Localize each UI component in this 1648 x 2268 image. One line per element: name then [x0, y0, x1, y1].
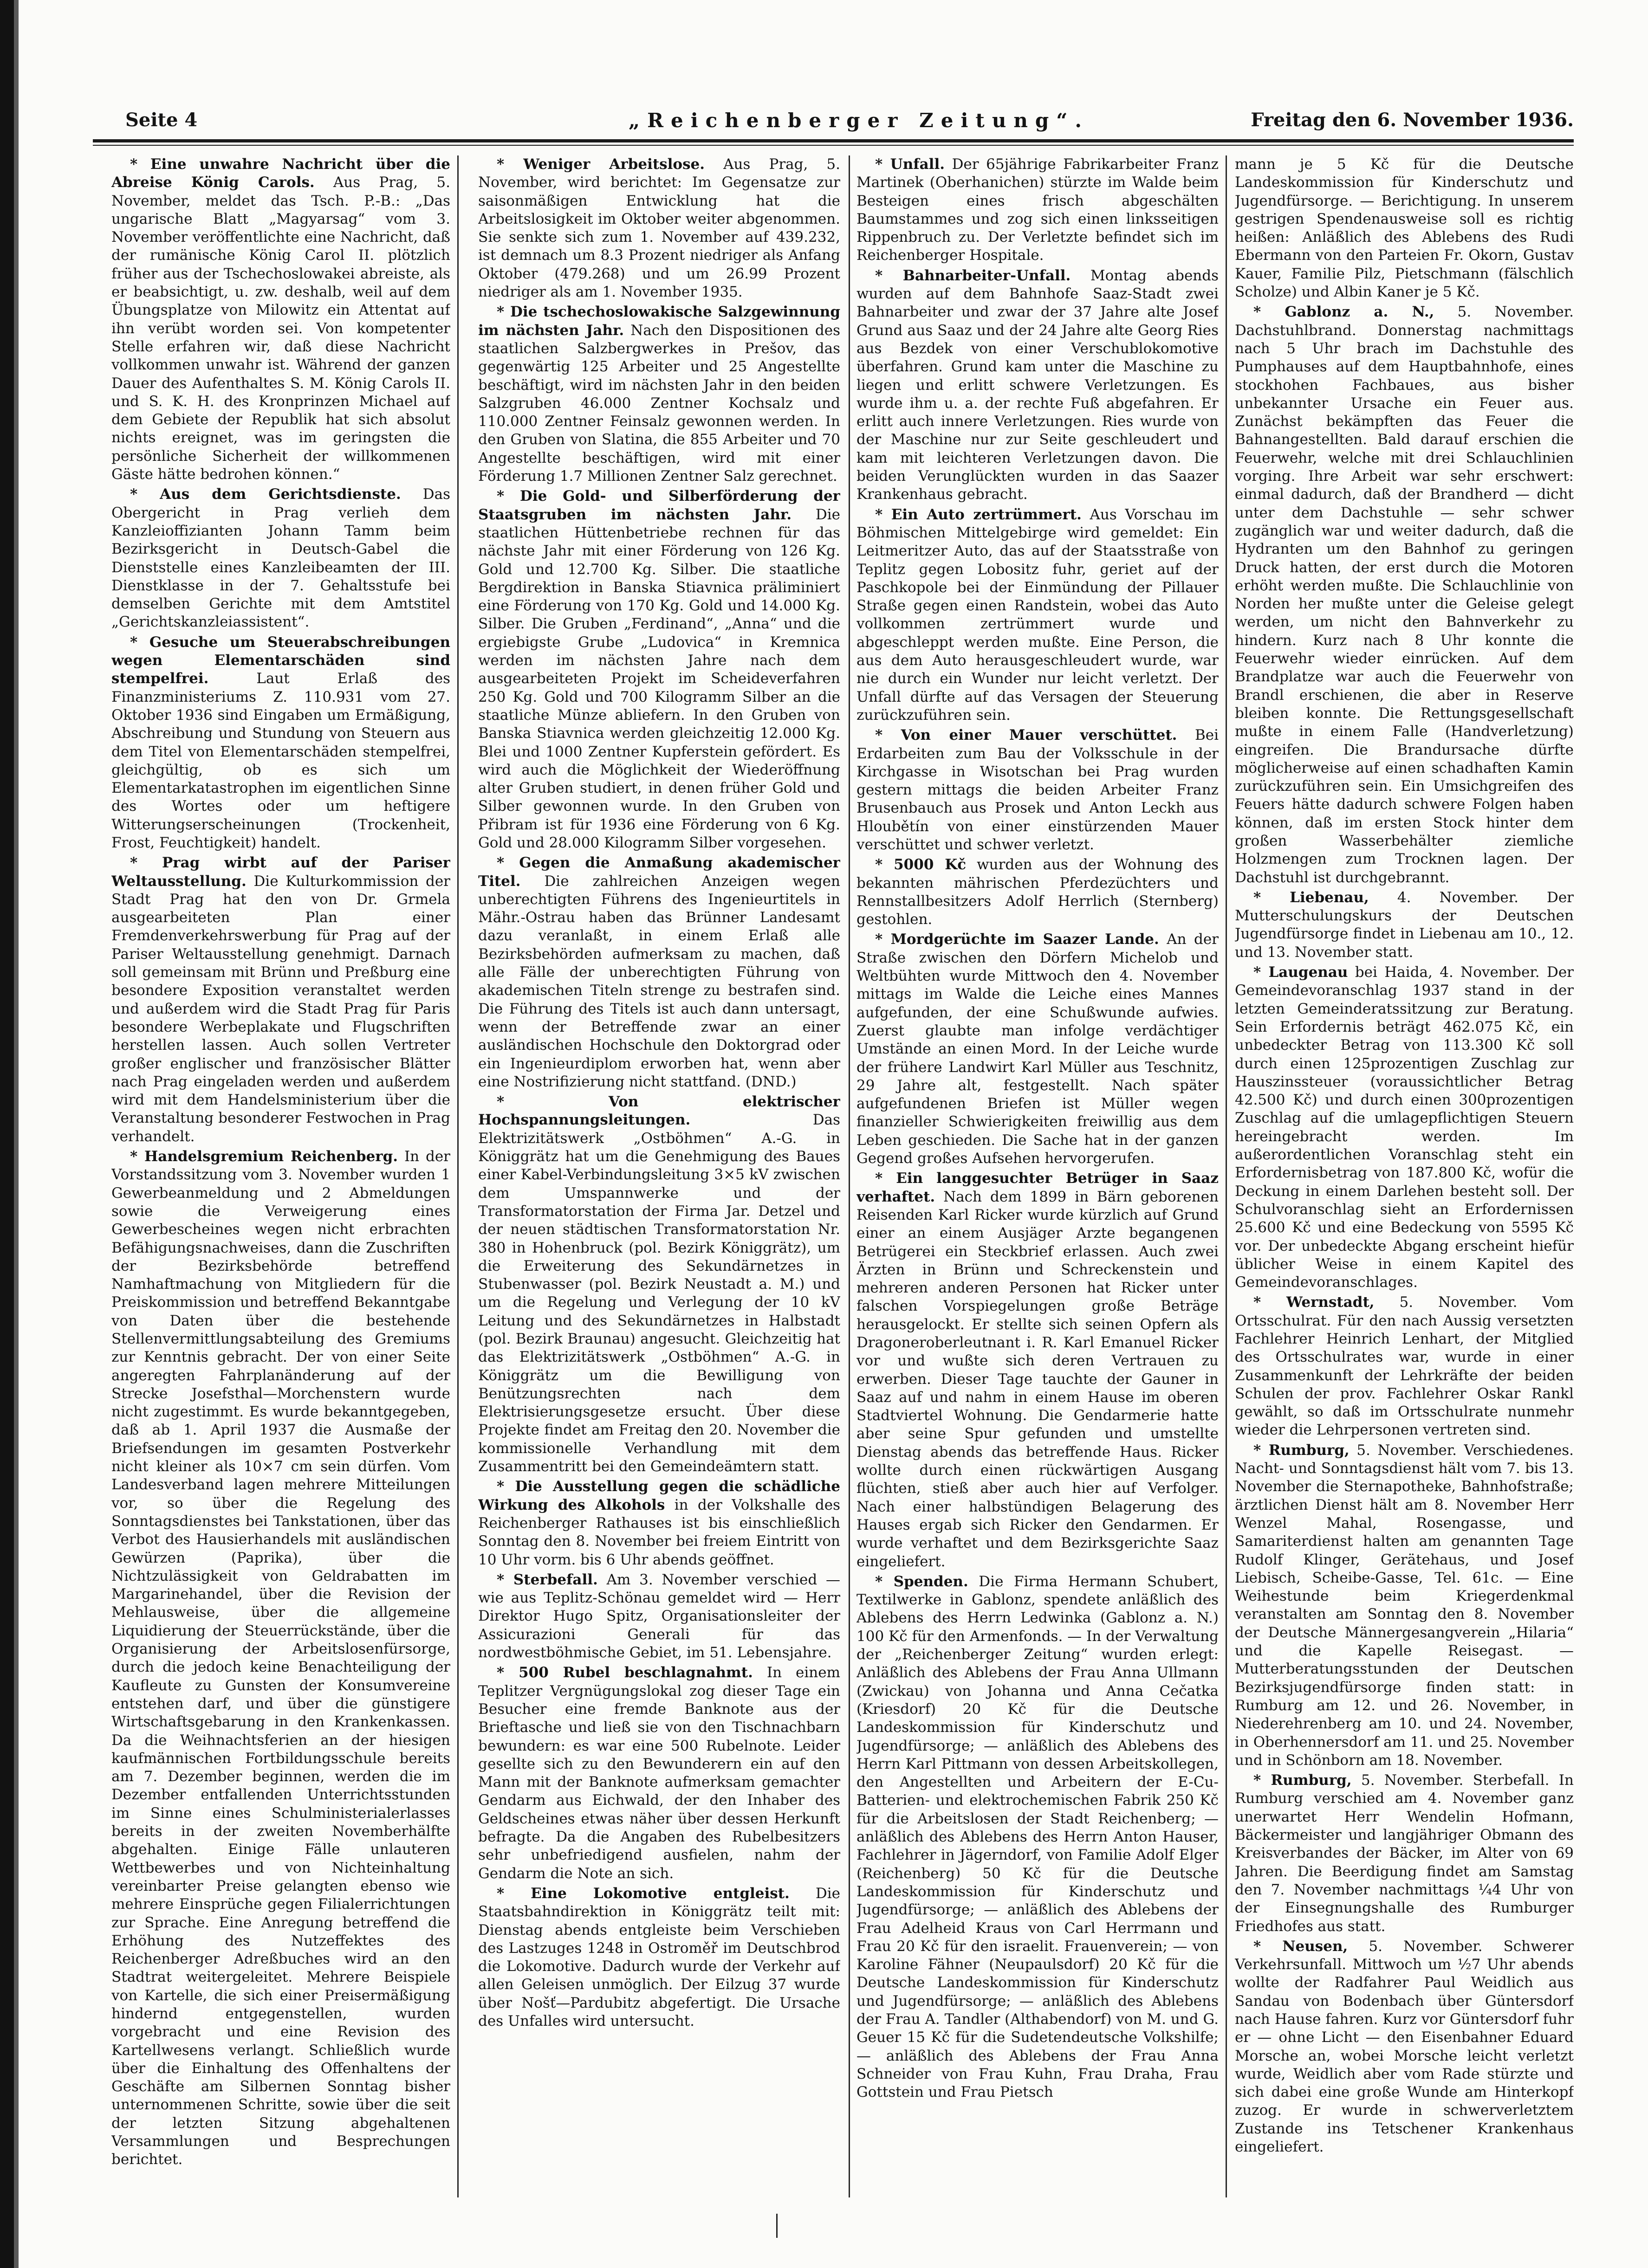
- article: [478, 1093, 840, 1476]
- article-body: In einem Teplitzer Vergnügungslokal zog dieser Tage ein Besucher eine fremde Banknote aus der Brieftasche und ließ sie von den Tischnachbarn bewundern: es war eine 500 Rubelnote. Leider gesellte sich zu den Bewunderern ein auf den Mann mit der Banknote aufmerksam gemachter Gendarm aus Eichwald, der den Inhaber des Geldscheines etwas näher über dessen Herkunft befragte. Da die Angaben des Rubelbesitzers sehr unbefriedigend ausfielen, nahm der Gendarm die Note an sich.: [478, 1664, 840, 1882]
- article: [856, 155, 1219, 265]
- article: [111, 155, 450, 484]
- article-body: Die Staatsbahndirektion in Königgrätz teilt mit: Dienstag abends entgleiste beim Verschieben des Lastzuges 1248 in Ostroměř im Deutschbrod die Lokomotive. Dadurch wurde der Verkehr auf allen Geleisen unmöglich. Der Eilzug 37 wurde über Nošť—Pardubitz abgefertigt. Die Ursache des Unfalles wird untersucht.: [478, 1885, 840, 2029]
- article-body: Die zahlreichen Anzeigen wegen unberechtigten Führens des Ingenieurtitels in Mähr.-Ostrau haben das Brünner Landesamt dazu veranlaßt, in einem Erlaß alle Bezirksbehörden aufmerksam zu machen, daß alle Fälle der unberechtigten Führung von akademischen Titeln strenge zu bestrafen sind. Die Führung des Titels ist auch dann untersagt, wenn der Betreffende zwar an einer ausländischen Hochschule den Doktorgrad oder ein Ingenieurdiplom erworben hat, wenn aber eine Nostrifizierung nicht stattfand. (DND.): [478, 872, 840, 1090]
- article-body: Die staatlichen Hüttenbetriebe rechnen für das nächste Jahr mit einer Förderung von 126 Kg. Gold und 12.700 Kg. Silber. Die staatliche Bergdirektion in Banska Stiavnica präliminiert eine Förderung von 170 Kg. Gold und 14.000 Kg. Silber. Die Gruben „Ferdinand“, „Anna“ und die ergiebigste Grube „Ludovica“ in Kremnica werden im nächsten Jahre nach dem ausgearbeiteten Projekt im Scheideverfahren 250 Kg. Gold und 700 Kilogramm Silber an die staatliche Münze abliefern. In den Gruben von Banska Stiavnica werden gleichzeitig 12.000 Kg. Blei und 1000 Zentner Kupferstein gefördert. Es wird auch die Möglichkeit der Wiederöffnung alter Gruben studiert, in denen früher Gold und Silber gewonnen wurde. In den Gruben von Přibram ist für 1936 eine Förderung von 6 Kg. Gold und 28.000 Kilogramm Silber vorgesehen.: [478, 506, 840, 851]
- scan-edge: [0, 0, 14, 2268]
- article-title: * Weniger Arbeitslose.: [497, 156, 705, 173]
- issue-date: Freitag den 6. November 1936.: [1251, 109, 1574, 131]
- article: [1235, 1771, 1574, 1936]
- column-1: [111, 155, 450, 2174]
- article-title: * Neusen,: [1253, 1938, 1348, 1955]
- article-title: * Sterbefall.: [497, 1571, 598, 1588]
- column-2: [478, 155, 840, 2174]
- article-title: * Wernstadt,: [1253, 1294, 1375, 1311]
- article: [478, 854, 840, 1091]
- column-divider: [1226, 155, 1227, 2197]
- article: [856, 1170, 1219, 1571]
- article: [856, 856, 1219, 929]
- article: [856, 1573, 1219, 2102]
- article: [1235, 155, 1574, 301]
- article-body: Nach dem 1899 in Bärn geborenen Reisenden Karl Ricker wurde kürzlich auf Grund einer an einem Ausjäger Arzte begangenen Betrügerei ein Steckbrief erlassen. Auch zwei Ärzten in Brünn und Schreckenstein und mehreren anderen Personen hat Ricker unter falschen Vorspiegelungen große Beträge herausgelockt. Er stellte sich seinen Opfern als Dragoneroberleutnant i. R. Karl Emanuel Ricker vor und wußte sich deren Vertrauen zu erwerben. Dieser Tage tauchte der Gauner in Saaz auf und nahm in einem Hause im oberen Stadtviertel Wohnung. Die Gendarmerie hatte aber seine Spur gefunden und umstellte Dienstag abends das betreffende Haus. Ricker wollte durch einen rückwärtigen Ausgang flüchten, stieß aber auch hier auf Verfolger. Nach einer halbstündigen Belagerung des Hauses ergab sich Ricker den Gendarmen. Er wurde verhaftet und dem Bezirksgerichte Saaz eingeliefert.: [856, 1188, 1219, 1570]
- article-title: * Gesuche um Steuerabschreibungen wegen Elementarschäden sind stempelfrei.: [111, 633, 450, 687]
- article-body: Am 3. November verschied — wie aus Teplitz-Schönau gemeldet wird — Herr Direktor Hugo Spitz, Organisationsleiter der Assicurazioni Generali für das nordwestböhmische Gebiet, im 51. Lebensjahre.: [478, 1571, 840, 1661]
- article-body: Aus Prag, 5. November, wird berichtet: Im Gegensatze zur saisonmäßigen Entwicklung hat die Arbeitslosigkeit im Oktober weiter abgenommen. Sie senkte sich zum 1. November auf 439.232, ist demnach um 8.3 Prozent niedriger als Anfang Oktober (479.268) und um 26.99 Prozent niedriger als am 1. November 1935.: [478, 156, 840, 301]
- column-3: [856, 155, 1219, 2174]
- article: [111, 633, 450, 853]
- article: [478, 303, 840, 485]
- article-title: * Bahnarbeiter-Unfall.: [875, 267, 1071, 284]
- article-title: * Handelsgremium Reichenberg.: [130, 1148, 398, 1165]
- article-body: 5. November. Verschiedenes. Nacht- und Sonntagsdienst hält vom 7. bis 13. November die Sternapotheke, Bahnhofstraße; ärztlichen Dienst hält am 8. November Herr Wenzel Mahal, Rosengasse, und Samariterdienst halten am genannten Tage Rudolf Klinger, Gerätehaus, und Josef Liebisch, Scheibe-Gasse, Tel. 61c. — Eine Weihestunde beim Kriegerdenkmal veranstalten am Sonntag den 8. November der Deutsche Männergesangverein „Hilaria“ und die Kapelle Reisegast. — Mutterberatungsstunden der Deutschen Bezirksjugendfürsorge finden statt: in Rumburg am 12. und 26. November, in Niederehrenberg am 10. und 24. November, in Oberhennersdorf am 11. und 25. November und in Schönborn am 18. November.: [1235, 1441, 1574, 1769]
- article-title: * Von einer Mauer verschüttet.: [875, 727, 1177, 744]
- article-title: * Liebenau,: [1253, 889, 1369, 906]
- article-body: Die Firma Hermann Schubert, Textilwerke in Gablonz, spendete anläßlich des Ablebens des Herrn Ledwinka (Gablonz a. N.) 100 Kč für den Armenfonds. — In der Verwaltung der „Reichenberger Zeitung“ wurden erlegt: Anläßlich des Ablebens der Frau Anna Ullmann (Zwickau) von Johanna und Anna Cečatka (Kriesdorf) 20 Kč für die Deutsche Landeskommission für Kinderschutz und Jugendfürsorge; — anläßlich des Ablebens des Herrn Karl Pittmann von dessen Arbeitskollegen, den Angestellten und Arbeitern der E-Cu-Batterien- und elektrochemischen Fabrik 250 Kč für die Arbeitslosen der Stadt Reichenberg; — anläßlich des Ablebens des Herrn Anton Hauser, Fachlehrer in Jägerndorf, von Familie Adolf Elger (Reichenberg) 50 Kč für die Deutsche Landeskommission für Kinderschutz und Jugendfürsorge; — anläßlich des Ablebens der Frau Adelheid Kraus von Carl Herrmann und Frau 20 Kč für den israelit. Frauenverein; — von Karoline Fähner (Neupaulsdorf) 20 Kč für die Deutsche Landeskommission für Kinderschutz und Jugendfürsorge; — anläßlich des Ablebens der Frau A. Tandler (Althabendorf) von M. und G. Geuer 15 Kč für die Sudetendeutsche Volkshilfe; — anläßlich des Ablebens der Frau Anna Schneider von Frau Kuhn, Frau Draha, Frau Gottstein und Frau Pietsch: [856, 1573, 1219, 2101]
- page-header: [93, 109, 1574, 142]
- article: [478, 487, 840, 852]
- scan-edge-shadow: [14, 0, 19, 2268]
- article-body: Bei Erdarbeiten zum Bau der Volksschule in der Kirchgasse in Wisotschan bei Prag wurden gestern mittags die beiden Arbeiter Franz Brusenbauch aus Prosek und Anton Leckh aus Hloubětín von einer einstürzenden Mauer verschüttet und schwer verletzt.: [856, 727, 1219, 853]
- article-title: * Aus dem Gerichtsdienste.: [130, 486, 401, 503]
- article-title: * Eine unwahre Nachricht über die Abreise König Carols.: [111, 156, 450, 191]
- article-body: 5. November. Schwerer Verkehrsunfall. Mittwoch um ½7 Uhr abends wollte der Radfahrer Paul Weidlich aus Sandau von Bodenbach über Güntersdorf nach Hause fahren. Kurz vor Güntersdorf fuhr er — ohne Licht — den Eisenbahner Eduard Morsche an, wobei Morsche leicht verletzt wurde, Weidlich aber vom Rade stürzte und sich dabei eine große Wunde am Hinterkopf zuzog. Er wurde in schwerverletztem Zustande ins Tetschener Krankenhaus eingeliefert.: [1235, 1938, 1574, 2156]
- article-title: * Die Ausstellung gegen die schädliche Wirkung des Alkohols: [478, 1478, 840, 1513]
- article-title: * Prag wirbt auf der Pariser Weltausstellung.: [111, 854, 450, 890]
- article-body: bei Haida, 4. November. Der Gemeindevoranschlag 1937 stand in der letzten Gemeinderatssitzung zur Beratung. Sein Erfordernis beträgt 462.075 Kč, ein unbedeckter Betrag von 113.300 Kč soll durch einen 125prozentigen Zuschlag zur Hauszinssteuer (voraussichtlicher Betrag 42.500 Kč) und durch einen 300prozentigen Zuschlag auf die umlagepflichtigen Steuern hereingebracht werden. Im außerordentlichen Voranschlag steht ein Erfordernisbetrag von 187.800 Kč, wofür die Deckung in einem Darlehen besteht soll. Der Schulvoranschlag sieht an Erfordernissen 25.600 Kč und eine Bedeckung von 5595 Kč vor. Der unbedeckte Abgang erscheint hiefür üblicher Weise in einem Kapitel des Gemeindevoranschlages.: [1235, 964, 1574, 1291]
- article: [478, 1478, 840, 1569]
- article: [856, 930, 1219, 1168]
- article-title: * Von elektrischer Hochspannungsleitungen.: [478, 1093, 840, 1129]
- page-number: Seite 4: [125, 109, 198, 131]
- article: [1235, 1293, 1574, 1439]
- article-title: * Die tschechoslowakische Salzgewinnung im nächsten Jahr.: [478, 304, 840, 339]
- page-footer-mark: [776, 2214, 778, 2238]
- article-body: In der Vorstandssitzung vom 3. November wurden 1 Gewerbeanmeldung und 2 Abmeldungen sowie die Verweigerung eines Gewerbescheines wegen nicht erbrachten Befähigungsnachweises, dann die Zuschriften der Bezirksbehörde betreffend Namhaftmachung von Mitgliedern für die Preiskommission und betreffend Bekanntgabe von Daten über die bestehende Stellenvermittlungsabteilung des Gremiums zur Kenntnis gebracht. Der von einer Seite angeregten Fahrplanänderung auf der Strecke Josefsthal—Morchenstern wurde nicht zugestimmt. Es wurde bekanntgegeben, daß ab 1. April 1937 die Ausmaße der Briefsendungen im gesamten Postverkehr nicht kleiner als 10×7 cm sein dürfen. Vom Landesverband lagen mehrere Mitteilungen vor, so über die Regelung des Sonntagsdienstes bei Tankstationen, über das Verbot des Hausierhandels mit ausländischen Gewürzen (Paprika), über die Nichtzulässigkeit von Geldrabatten im Margarinehandel, über die Revision der Mehlausweise, über die allgemeine Liquidierung der Steuerrückstände, über die Organisierung der Arbeitslosenfürsorge, durch die jedoch keine Benachteiligung der Kaufleute zu Gunsten der Konsumvereine entstehen darf, und über die günstigere Wirtschaftsgebarung in den Krankenkassen. Da die Weihnachtsferien an der hiesigen kaufmännischen Fortbildungsschule bereits am 7. Dezember beginnen, werden die im Dezember entfallenden Unterrichtsstunden im Sinne eines Schulministerialerlasses bereits in der zweiten Novemberhälfte abgehalten. Einige Fälle unlauteren Wettbewerbes und von Nichteinhaltung vereinbarter Preise gelangten ebenso wie mehrere Einsprüche gegen Filialerrichtungen zur Sprache. Eine Anregung betreffend die Erhöhung des Nutzeffektes des Reichenberger Adreßbuches wird an den Stadtrat weitergeleitet. Mehrere Beispiele von Kartelle, die sich einer Preisermäßigung hindernd entgegenstellen, wurden vorgebracht und eine Revision des Kartellwesens verlangt. Schließlich wurde über die Einhaltung des Offenhaltens der Geschäfte am Silbernen Sonntag bisher unternommenen Schritte, sowie über die seit der letzten Sitzung abgehaltenen Versammlungen und Besprechungen berichtet.: [111, 1148, 450, 2168]
- article-body: Die Kulturkommission der Stadt Prag hat den von Dr. Grmela ausgearbeiteten Plan einer Fremdenverkehrswerbung für Prag auf der Pariser Weltausstellung genehmigt. Darnach soll gemeinsam mit Brünn und Preßburg eine besondere Exposition veranstaltet werden und außerdem wird die Stadt Prag für Paris besondere Werbeplakate und Flugschriften herstellen lassen. Auch sollen Vertreter großer englischer und französischer Blätter nach Prag eingeladen werden und außerdem wird mit dem Handelsministerium über die Veranstaltung besonderer Festwochen in Prag verhandelt.: [111, 872, 450, 1145]
- article-body: wurden aus der Wohnung des bekannten mährischen Pferdezüchters und Rennstallbesitzers Adolf Herrlich (Sternberg) gestohlen.: [856, 856, 1219, 928]
- article-body: 5. November. Vom Ortsschulrat. Für den nach Aussig versetzten Fachlehrer Heinrich Lenhart, der Mitglied des Ortsschulrates war, wurde in einer Zusammenkunft der Lehrkräfte der beiden Schulen der prov. Fachlehrer Oskar Rankl gewählt, so daß im Ortsschulrate nunmehr wieder die Lehrpersonen vertreten sind.: [1235, 1294, 1574, 1439]
- article-title: * Die Gold- und Silberförderung der Staatsgruben im nächsten Jahr.: [478, 488, 840, 523]
- header-rule: [93, 139, 1574, 142]
- article-body: Das Obergericht in Prag verlieh dem Kanzleioffizianten Johann Tamm beim Bezirksgericht in Deutsch-Gabel die Dienststelle eines Kanzleibeamten der III. Dienstklasse in der 7. Gehaltsstufe bei demselben Gerichte mit dem Amtstitel „Gerichtskanzleiassistent“.: [111, 486, 450, 631]
- article-body: mann je 5 Kč für die Deutsche Landeskommission für Kinderschutz und Jugendfürsorge. — Berichtigung. In unserem gestrigen Spendenausweise soll es richtig heißen: Anläßlich des Ablebens des Rudi Ebermann von den Parteien Fr. Okorn, Gustav Kauer, Familie Pilz, Pietschmann (fälschlich Scholze) und Albin Kaner je 5 Kč.: [1235, 156, 1574, 301]
- article-title: * Ein Auto zertrümmert.: [875, 506, 1082, 523]
- column-divider: [849, 155, 850, 2197]
- article-title: * Laugenau: [1253, 964, 1348, 981]
- article: [1235, 889, 1574, 962]
- article-body: 5. November. Sterbefall. In Rumburg verschied am 4. November ganz unerwartet Herr Wendelin Hofmann, Bäckermeister und langjähriger Obmann des Kreisverbandes der Bäcker, im Alter von 69 Jahren. Die Beerdigung findet am Samstag den 7. November nachmittags ¼4 Uhr von der Einsegnungshalle des Rumburger Friedhofes aus statt.: [1235, 1772, 1574, 1935]
- article-body: Das Elektrizitätswerk „Ostböhmen“ A.-G. in Königgrätz hat um die Genehmigung des Baues einer Kabel-Verbindungsleitung 3×5 kV zwischen dem Umspannwerke und der Transformatorstation der Firma Jar. Detzel und der neuen städtischen Transformatorstation Nr. 380 in Hohenbruck (pol. Bezirk Königgrätz), um die Erweiterung des Sekundärnetzes in Stubenwasser (pol. Bezirk Neustadt a. M.) und um die Regelung und Verlegung der 10 kV Leitung und des Sekundärnetzes in Halbstadt (pol. Bezirk Braunau) angesucht. Gleichzeitig hat das Elektrizitätswerk „Ostböhmen“ A.-G. in Königgrätz um die Bewilligung von Benützungsrechten nach dem Elektrisierungsgesetze ersucht. Über diese Projekte findet am Freitag den 20. November die kommissionelle Verhandlung mit dem Zusammentritt bei den Gemeindeämtern statt.: [478, 1111, 840, 1475]
- article: [1235, 303, 1574, 887]
- article-body: Der 65jährige Fabrikarbeiter Franz Martinek (Oberhanichen) stürzte im Walde beim Besteigen eines frisch abgeschälten Baumstammes und zog sich einen linksseitigen Rippenbruch zu. Der Verletzte befindet sich im Reichenberger Hospitale.: [856, 156, 1219, 264]
- article: [478, 155, 840, 301]
- article: [856, 726, 1219, 854]
- article-body: Aus Vorschau im Böhmischen Mittelgebirge wird gemeldet: Ein Leitmeritzer Auto, das auf der Staatsstraße von Teplitz gegen Lobositz fuhr, geriet auf der Paschkopole bei der Einmündung der Pillauer Straße gegen einen Randstein, wobei das Auto vollkommen zertrümmert wurde und abgeschleppt werden mußte. Eine Person, die aus dem Auto herausgeschleudert wurde, war nie durch ein Wunder nur leicht verletzt. Der Unfall dürfte auf das Versagen der Steuerung zurückzuführen sein.: [856, 506, 1219, 724]
- article-body: Montag abends wurden auf dem Bahnhofe Saaz-Stadt zwei Bahnarbeiter und zwar der 37 Jahre alte Josef Grund aus Saaz und der 24 Jahre alte Georg Ries aus Bezdek von einer Verschublokomotive überfahren. Grund kam unter die Maschine zu liegen und erlitt schwere Verletzungen. Es wurde ihm u. a. der rechte Fuß abgefahren. Er erlitt auch innere Verletzungen. Ries wurde von der Maschine nur zur Seite geschleudert und kam mit leichteren Verletzungen davon. Die beiden Verunglückten wurden in das Saazer Krankenhaus gebracht.: [856, 267, 1219, 503]
- article-title: * 500 Rubel beschlagnahmt.: [497, 1664, 753, 1681]
- masthead-title: „Reichenberger Zeitung“.: [628, 109, 1090, 132]
- article-title: * Gablonz a. N.,: [1253, 304, 1434, 321]
- article: [478, 1885, 840, 2030]
- article-title: * Rumburg,: [1253, 1441, 1350, 1459]
- article: [111, 854, 450, 1146]
- article-title: * Unfall.: [875, 156, 945, 173]
- article-body: 5. November. Dachstuhlbrand. Donnerstag nachmittags nach 5 Uhr brach im Dachstuhle des Pumphauses auf dem Hauptbahnhofe, eines stockhohen Fachbaues, aus bisher unbekannter Ursache ein Feuer aus. Zunächst bekämpften das Feuer die Bahnangestellten. Bald darauf erschien die Feuerwehr, welche mit drei Schlauchlinien vorging. Ihre Arbeit war sehr erschwert: einmal dadurch, daß der Brandherd — dicht unter dem Dachstuhle — sehr schwer zugänglich war und weiter dadurch, daß die Hydranten um den Bahnhof zu geringen Druck hatten, der erst durch die Motoren erhöht werden mußte. Die Schlauchlinie von Norden her mußte unter die Geleise gelegt werden, um nicht den Bahnverkehr zu hindern. Kurz nach 8 Uhr konnte die Feuerwehr wieder einrücken. Auf dem Brandplatze war auch die Feuerwehr von Brandl erschienen, die aber in Reserve bleiben konnte. Die Rettungsgesellschaft mußte in einem Falle (Handverletzung) eingreifen. Die Brandursache dürfte möglicherweise auf einen schadhaften Kamin zurückzuführen sein. Ein Umsichgreifen des Feuers hätte dadurch schwere Folgen haben können, daß im ersten Stock hinter dem großen Wasserbehälter ziemliche Holzmengen zum Trocknen lagen. Der Dachstuhl ist durchgebrannt.: [1235, 304, 1574, 886]
- article: [856, 506, 1219, 725]
- header-rule-thin: [93, 145, 1574, 146]
- article-title: * Spenden.: [875, 1573, 968, 1590]
- article-title: * Mordgerüchte im Saazer Lande.: [875, 931, 1159, 948]
- article: [1235, 1938, 1574, 2157]
- article-title: * Eine Lokomotive entgleist.: [497, 1885, 790, 1902]
- column-divider: [457, 155, 459, 2197]
- article: [1235, 963, 1574, 1292]
- article-body: Aus Prag, 5. November, meldet das Tsch. P.-B.: „Das ungarische Blatt „Magyarsag“ vom 3. November veröffentlichte eine Nachricht, daß der rumänische König Carol II. plötzlich früher aus der Tschechoslowakei abreiste, als er beabsichtigt, u. zw. deshalb, weil auf dem Übungsplatze von Milowitz ein Attentat auf ihn verübt worden sei. Von kompetenter Stelle erfahren wir, daß diese Nachricht vollkommen unwahr ist. Während der ganzen Dauer des Aufenthaltes S. M. König Carols II. und S. K. H. des Kronprinzen Michael auf dem Gebiete der Republik hat sich absolut nichts ereignet, was im geringsten die persönliche Sicherheit der willkommenen Gäste hätte bedrohen können.“: [111, 174, 450, 483]
- article-title: * Rumburg,: [1253, 1772, 1352, 1789]
- article-body: Laut Erlaß des Finanzministeriums Z. 110.931 vom 27. Oktober 1936 sind Eingaben um Ermäßigung, Abschreibung und Stundung von Steuern aus dem Titel von Elementarschäden stempelfrei, gleichgültig, ob es sich um Elementarkatastrophen im eigentlichen Sinne des Wortes oder um heftigere Witterungserscheinungen (Trockenheit, Frost, Feuchtigkeit) handelt.: [111, 670, 450, 851]
- article: [478, 1571, 840, 1662]
- article-body: in der Volkshalle des Reichenberger Rathauses ist bis einschließlich Sonntag den 8. November bei freiem Eintritt von 10 Uhr vorm. bis 6 Uhr abends geöffnet.: [478, 1496, 840, 1568]
- article: [111, 485, 450, 631]
- article-body: 4. November. Der Mutterschulungskurs der Deutschen Jugendfürsorge findet in Liebenau am 10., 12. und 13. November statt.: [1235, 889, 1574, 961]
- article-title: * Ein langgesuchter Betrüger in Saaz verhaftet.: [856, 1170, 1219, 1205]
- article: [478, 1664, 840, 1883]
- article-body: An der Straße zwischen den Dörfern Michelob und Weltbühten wurde Mittwoch den 4. November mittags im Walde die Leiche eines Mannes aufgefunden, der eine Schußwunde aufwies. Zuerst glaubte man infolge verdächtiger Umstände an einen Mord. In der Leiche wurde der frühere Landwirt Karl Müller aus Teschnitz, 29 Jahre alt, festgestellt. Nach später aufgefundenen Briefen ist Müller wegen finanzieller Schwierigkeiten freiwillig aus dem Leben geschieden. Die Sache hat in der ganzen Gegend großes Aufsehen hervorgerufen.: [856, 931, 1219, 1167]
- article: [111, 1148, 450, 2169]
- column-4: [1235, 155, 1574, 2174]
- article-title: * Gegen die Anmaßung akademischer Titel.: [478, 854, 840, 890]
- article: [1235, 1441, 1574, 1770]
- article-body: Nach den Dispositionen des staatlichen Salzbergwerkes in Prešov, das gegenwärtig 125 Arbeiter und 25 Angestellte beschäftigt, wird im nächsten Jahr in den beiden Salzgruben 46.000 Zentner Kochsalz und 110.000 Zentner Feinsalz gewonnen werden. In den Gruben von Slatina, die 855 Arbeiter und 70 Angestellte beschäftigen, wird mit einer Förderung 1.7 Millionen Zentner Salz gerechnet.: [478, 322, 840, 485]
- article: [856, 267, 1219, 504]
- article-title: * 5000 Kč: [875, 856, 967, 873]
